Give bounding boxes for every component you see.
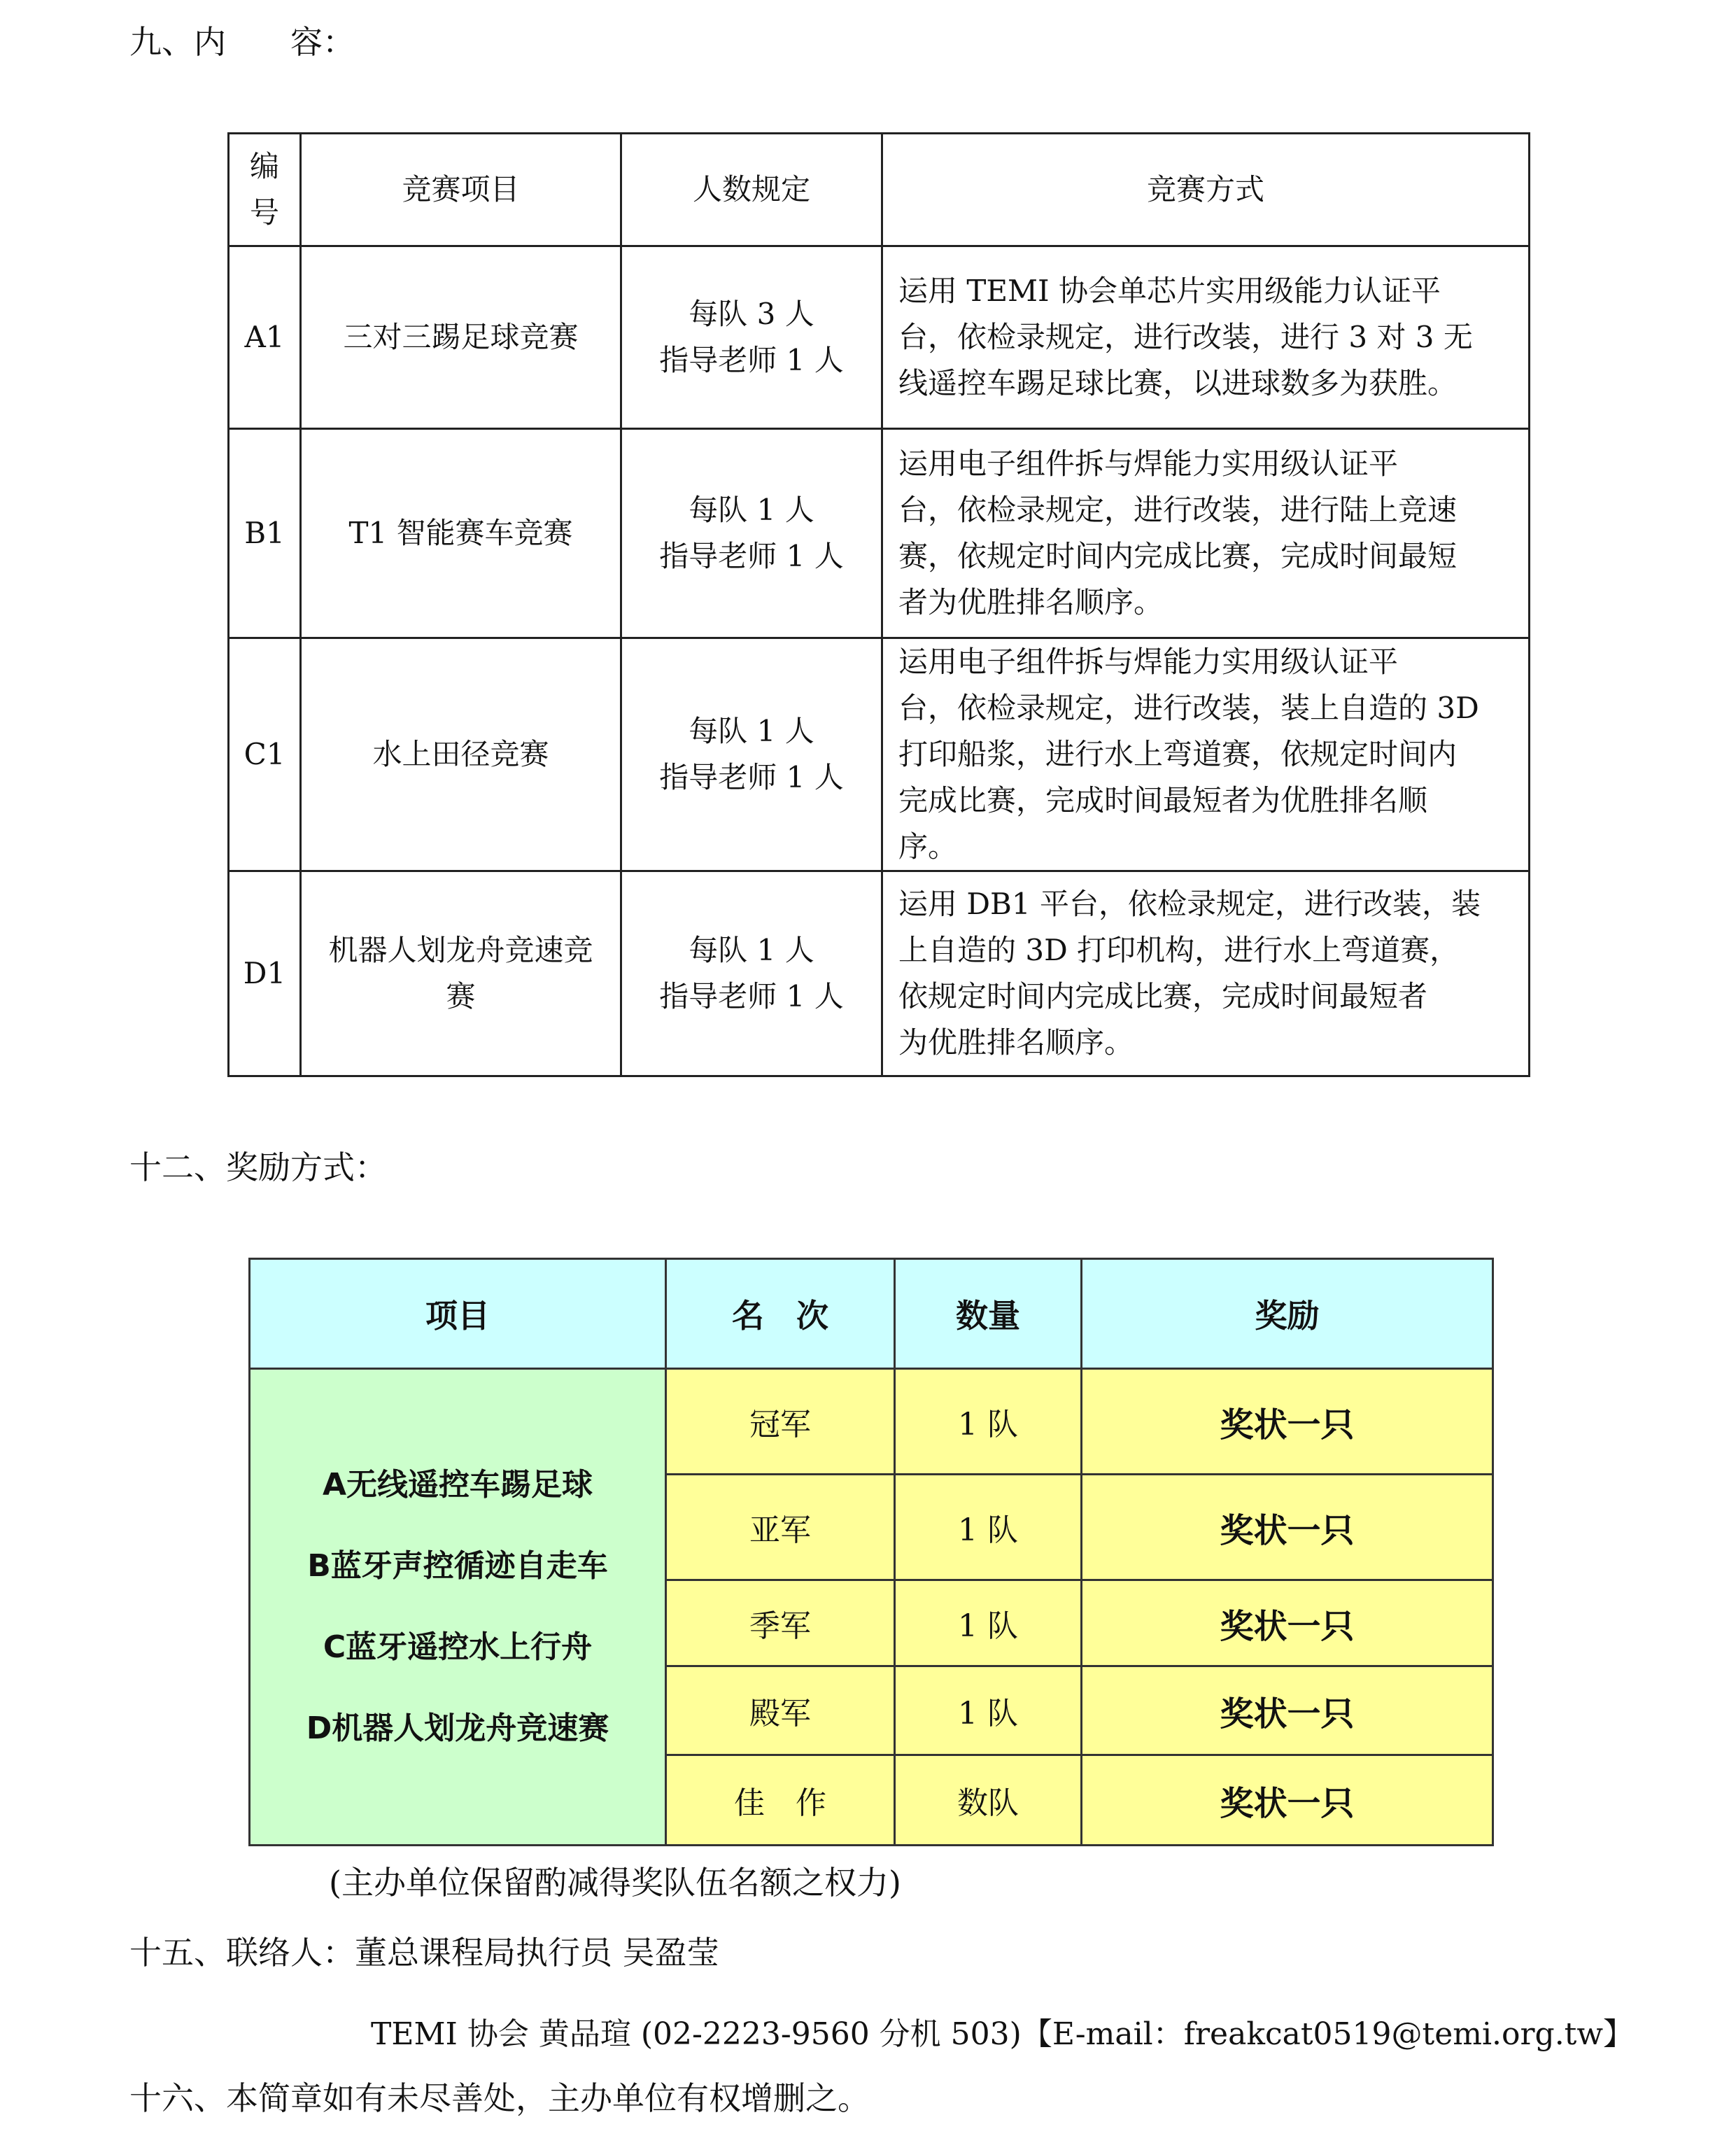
header-event: 竞赛项目 [301,134,621,246]
award-rank: 亚军 [666,1475,895,1580]
contest-method [882,246,1530,429]
people-teacher: 指导老师 1 人 [659,979,844,1013]
award-item: D机器人划龙舟竞速赛 [306,1710,609,1746]
contest-name [301,871,621,1076]
contest-row [229,638,1530,871]
award-header-item: 项目 [250,1259,666,1369]
header-people: 人数规定 [621,134,882,246]
contest-name-line: 机器人划龙舟竞速竞 [328,933,593,967]
method-line: 完成比赛，完成时间最短者为优胜排名顺 [898,783,1428,817]
award-header-count: 数量 [895,1259,1082,1369]
award-rank: 佳 作 [666,1755,895,1846]
method-line: 上自造的 3D 打印机构，进行水上弯道赛， [898,933,1460,967]
method-line: 赛，依规定时间内完成比赛，完成时间最短 [898,539,1458,573]
award-item: B蓝牙声控循迹自走车 [307,1548,608,1584]
contest-method [882,871,1530,1076]
method-line: 运用 TEMI 协会单芯片实用级能力认证平 [898,274,1441,308]
contest-name: 水上田径竞赛 [301,638,621,871]
contest-people [621,246,882,429]
people-teacher: 指导老师 1 人 [659,760,844,794]
award-rank: 殿军 [666,1666,895,1755]
award-count: 1 队 [895,1580,1082,1666]
award-row [250,1369,1493,1475]
award-header-row [250,1259,1493,1369]
award-count: 1 队 [895,1369,1082,1475]
method-line: 运用电子组件拆与焊能力实用级认证平 [898,645,1399,679]
contest-name-line: 赛 [446,979,476,1013]
contest-code: C1 [229,638,301,871]
contest-code: A1 [229,246,301,429]
header-code-line: 编 [249,149,279,183]
method-line: 运用电子组件拆与焊能力实用级认证平 [898,447,1399,481]
award-table [248,1258,1494,1846]
people-teacher: 指导老师 1 人 [659,343,844,377]
award-prize: 奖状一只 [1082,1369,1493,1475]
header-code-line: 号 [249,195,279,230]
people-team: 每队 1 人 [689,493,814,527]
contest-method [882,429,1530,638]
award-count: 数队 [895,1755,1082,1846]
award-prize: 奖状一只 [1082,1580,1493,1666]
contest-people [621,638,882,871]
award-rank: 冠军 [666,1369,895,1475]
people-team: 每队 3 人 [689,297,814,331]
award-count: 1 队 [895,1666,1082,1755]
method-line: 依规定时间内完成比赛，完成时间最短者 [898,979,1428,1013]
contest-row [229,246,1530,429]
award-header-prize: 奖励 [1082,1259,1493,1369]
contest-row [229,429,1530,638]
method-line: 台，依检录规定，进行改装，进行陆上竞速 [898,493,1458,527]
award-count: 1 队 [895,1475,1082,1580]
award-rank: 季军 [666,1580,895,1666]
award-item: C蓝牙遥控水上行舟 [323,1629,593,1665]
contest-code: B1 [229,429,301,638]
contest-name: 三对三踢足球竞赛 [301,246,621,429]
section-sixteen-heading: 十六、本简章如有未尽善处，主办单位有权增删之。 [129,2079,870,2117]
section-fifteen-heading: 十五、联络人：董总课程局执行员 吴盈莹 [129,1934,719,1972]
people-team: 每队 1 人 [689,933,814,967]
section-nine-heading: 九、内 容： [129,23,355,61]
award-prize: 奖状一只 [1082,1755,1493,1846]
contest-table [227,132,1530,1077]
contest-name: T1 智能赛车竞赛 [301,429,621,638]
header-code [229,134,301,246]
method-line: 运用 DB1 平台，依检录规定，进行改装，装 [898,887,1481,921]
people-teacher: 指导老师 1 人 [659,539,844,573]
contest-table-header-row [229,134,1530,246]
header-method: 竞赛方式 [882,134,1530,246]
method-line: 线遥控车踢足球比赛，以进球数多为获胜。 [898,366,1458,400]
method-line: 台，依检录规定，进行改装，进行 3 对 3 无 [898,320,1473,354]
award-prize: 奖状一只 [1082,1666,1493,1755]
method-line: 台，依检录规定，进行改装，装上自造的 3D [898,691,1479,725]
section-twelve-heading: 十二、奖励方式： [129,1148,387,1186]
method-line: 序。 [898,829,958,864]
people-team: 每队 1 人 [689,714,814,748]
contest-row [229,871,1530,1076]
method-line: 者为优胜排名顺序。 [898,585,1164,619]
award-header-rank: 名 次 [666,1259,895,1369]
contest-code: D1 [229,871,301,1076]
method-line: 为优胜排名顺序。 [898,1025,1134,1060]
award-items-cell [250,1369,666,1846]
contest-method [882,638,1530,871]
method-line: 打印船浆，进行水上弯道赛，依规定时间内 [898,737,1458,771]
contest-people [621,429,882,638]
contact-line: TEMI 协会 黄品瑄 (02-2223-9560 分机 503)【E-mail：freakcat0519@temi.org.tw】 [371,2016,1635,2052]
award-prize: 奖状一只 [1082,1475,1493,1580]
contest-people [621,871,882,1076]
award-note: (主办单位保留酌减得奖队伍名额之权力) [329,1864,901,1902]
award-item: A无线遥控车踢足球 [322,1467,593,1503]
